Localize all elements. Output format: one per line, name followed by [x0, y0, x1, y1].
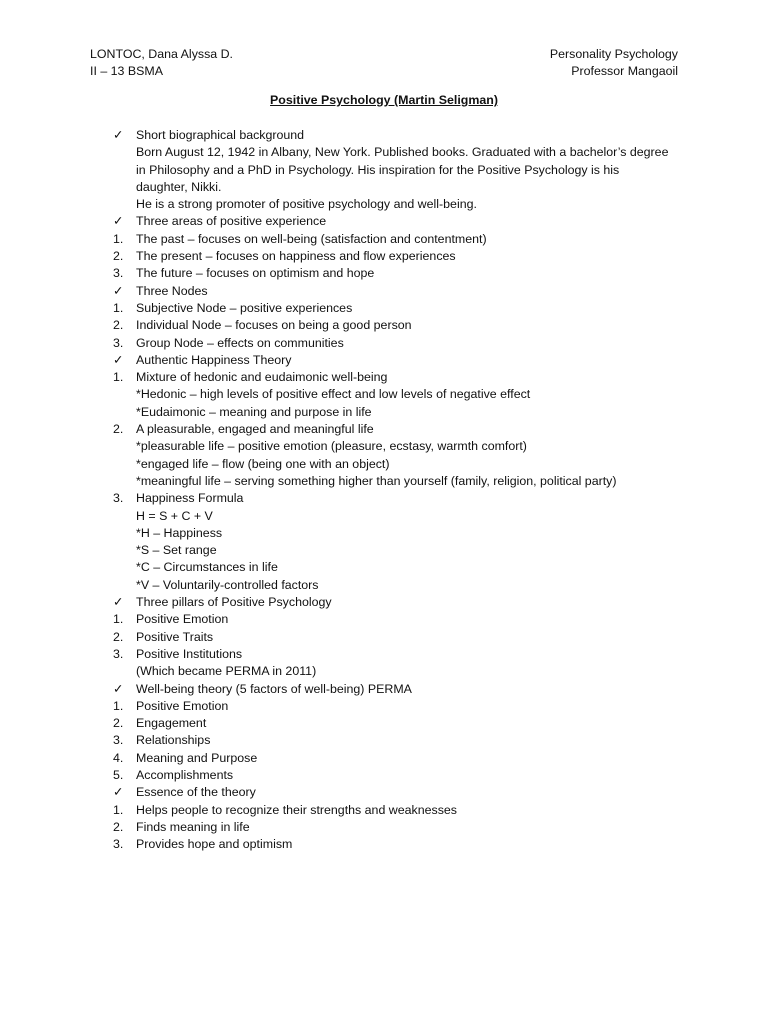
line-text: Positive Traits: [136, 629, 214, 644]
checklist-heading: [113, 681, 713, 698]
check-mark-icon: ✓: [113, 352, 124, 367]
line-text: H = S + C + V: [136, 508, 213, 523]
author-name: LONTOC, Dana Alyssa D.: [90, 47, 233, 61]
line-text: Three pillars of Positive Psychology: [136, 595, 332, 610]
numbered-item: [113, 819, 713, 836]
line-text: Individual Node – focuses on being a good person: [136, 318, 412, 333]
numbered-item: [113, 369, 713, 386]
checklist-heading: [113, 594, 713, 611]
document-body: [113, 127, 713, 853]
line-text: Group Node – effects on communities: [136, 335, 344, 350]
line-text: *H – Happiness: [136, 525, 223, 540]
line-text: Meaning and Purpose: [136, 750, 258, 765]
check-mark-icon: ✓: [113, 681, 124, 696]
line-text: Engagement: [136, 716, 207, 731]
list-number: 1.: [113, 370, 124, 385]
checklist-heading: [113, 127, 713, 144]
line-text: Three areas of positive experience: [136, 214, 327, 229]
body-text-line: [113, 179, 713, 196]
list-number: 3.: [113, 646, 124, 661]
list-number: 1.: [113, 300, 124, 315]
numbered-item: [113, 317, 713, 334]
line-text: Positive Institutions: [136, 646, 243, 661]
checklist-heading: [113, 213, 713, 230]
line-text: *S – Set range: [136, 543, 217, 558]
numbered-item: [113, 335, 713, 352]
line-text: *meaningful life – serving something higher than yourself (family, religion, political party): [136, 473, 617, 488]
line-text: in Philosophy and a PhD in Psychology. His inspiration for the Positive Psychology is his: [136, 162, 620, 177]
line-text: Positive Emotion: [136, 698, 229, 713]
line-text: Well-being theory (5 factors of well-being) PERMA: [136, 681, 412, 696]
body-text-line: [113, 473, 713, 490]
list-number: 1.: [113, 231, 124, 246]
line-text: A pleasurable, engaged and meaningful life: [136, 422, 374, 437]
line-text: Three Nodes: [136, 283, 208, 298]
numbered-item: [113, 265, 713, 282]
list-number: 1.: [113, 612, 124, 627]
line-text: Accomplishments: [136, 767, 234, 782]
check-mark-icon: ✓: [113, 128, 124, 142]
numbered-item: [113, 750, 713, 767]
line-text: Helps people to recognize their strengths and weaknesses: [136, 802, 457, 817]
check-mark-icon: ✓: [113, 595, 124, 610]
line-text: Authentic Happiness Theory: [136, 352, 292, 367]
course-name: Personality Psychology: [549, 47, 678, 61]
list-number: 1.: [113, 698, 124, 713]
numbered-item: [113, 802, 713, 819]
body-text-line: [113, 577, 713, 594]
line-text: Mixture of hedonic and eudaimonic well-being: [136, 370, 388, 385]
line-text: Relationships: [136, 733, 211, 748]
line-text: He is a strong promoter of positive psychology and well-being.: [136, 197, 477, 212]
document-title: Positive Psychology (Martin Seligman): [270, 93, 498, 107]
line-text: *Eudaimonic – meaning and purpose in life: [136, 404, 372, 419]
list-number: 3.: [113, 266, 124, 281]
line-text: Positive Emotion: [136, 612, 229, 627]
body-text-line: [113, 559, 713, 576]
line-text: *pleasurable life – positive emotion (pleasure, ecstasy, warmth comfort): [136, 439, 527, 454]
body-text-line: [113, 404, 713, 421]
list-number: 3.: [113, 335, 124, 350]
numbered-item: [113, 715, 713, 732]
body-text-line: [113, 438, 713, 455]
numbered-item: [113, 248, 713, 265]
numbered-item: [113, 300, 713, 317]
numbered-item: [113, 421, 713, 438]
body-text-line: [113, 386, 713, 403]
numbered-item: [113, 698, 713, 715]
body-text-line: [113, 525, 713, 542]
line-text: Short biographical background: [136, 128, 305, 142]
list-number: 4.: [113, 750, 124, 765]
list-number: 2.: [113, 422, 124, 437]
line-text: The present – focuses on happiness and flow experiences: [136, 249, 456, 264]
line-text: Subjective Node – positive experiences: [136, 300, 353, 315]
line-text: Finds meaning in life: [136, 819, 250, 834]
professor-name: Professor Mangaoil: [571, 64, 678, 78]
list-number: 2.: [113, 629, 124, 644]
numbered-item: [113, 231, 713, 248]
body-text-line: [113, 144, 713, 161]
list-number: 3.: [113, 491, 124, 506]
body-text-line: [113, 663, 713, 680]
body-text-line: [113, 508, 713, 525]
list-number: 1.: [113, 802, 124, 817]
numbered-item: [113, 629, 713, 646]
body-text-line: [113, 456, 713, 473]
list-number: 3.: [113, 733, 124, 748]
line-text: *V – Voluntarily-controlled factors: [136, 577, 319, 592]
checklist-heading: [113, 784, 713, 801]
numbered-item: [113, 767, 713, 784]
numbered-item: [113, 732, 713, 749]
list-number: 5.: [113, 767, 124, 782]
checklist-heading: [113, 352, 713, 369]
list-number: 2.: [113, 318, 124, 333]
body-text-line: [113, 162, 713, 179]
line-text: *engaged life – flow (being one with an object): [136, 456, 390, 471]
list-number: 2.: [113, 716, 124, 731]
check-mark-icon: ✓: [113, 785, 124, 800]
line-text: *C – Circumstances in life: [136, 560, 278, 575]
checklist-heading: [113, 283, 713, 300]
line-text: Provides hope and optimism: [136, 837, 293, 852]
numbered-item: [113, 611, 713, 628]
line-text: *Hedonic – high levels of positive effect and low levels of negative effect: [136, 387, 531, 402]
line-text: daughter, Nikki.: [136, 179, 222, 194]
body-text-line: [113, 196, 713, 213]
header-right: [550, 46, 678, 80]
body-text-line: [113, 542, 713, 559]
line-text: (Which became PERMA in 2011): [136, 664, 317, 679]
check-mark-icon: ✓: [113, 214, 124, 229]
line-text: Essence of the theory: [136, 785, 256, 800]
check-mark-icon: ✓: [113, 283, 124, 298]
header-left: [90, 46, 233, 80]
list-number: 3.: [113, 837, 124, 852]
line-text: Happiness Formula: [136, 491, 244, 506]
list-number: 2.: [113, 249, 124, 264]
line-text: The past – focuses on well-being (satisfaction and contentment): [136, 231, 487, 246]
line-text: The future – focuses on optimism and hope: [136, 266, 375, 281]
numbered-item: [113, 646, 713, 663]
list-number: 2.: [113, 819, 124, 834]
line-text: Born August 12, 1942 in Albany, New York. Published books. Graduated with a bachelor’s degree: [136, 145, 669, 160]
numbered-item: [113, 490, 713, 507]
section-label: II – 13 BSMA: [90, 64, 164, 78]
numbered-item: [113, 836, 713, 853]
